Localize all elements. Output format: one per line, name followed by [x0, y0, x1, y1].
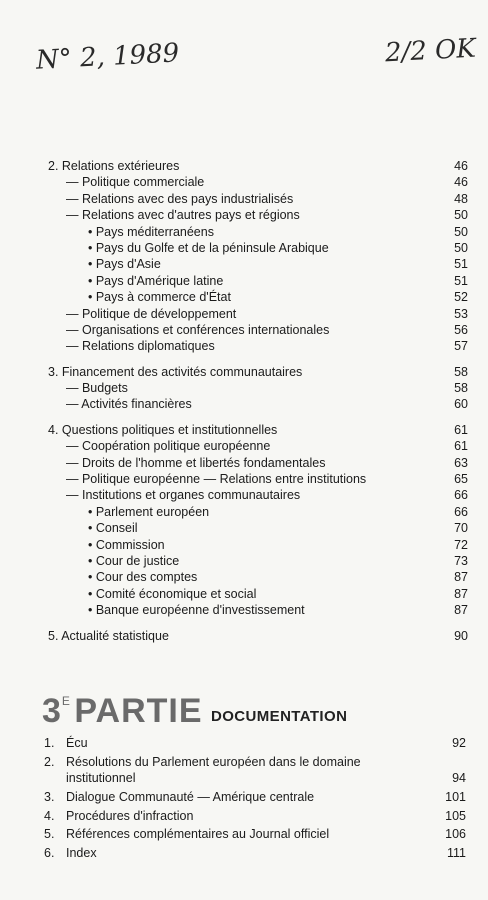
toc-entry-title: • Commission — [88, 537, 165, 552]
documentation-page-number: 111 — [446, 845, 466, 860]
toc-page-number: 61 — [454, 439, 468, 454]
handwritten-issue-note: N° 2, 1989 — [35, 38, 180, 76]
toc-entry-title: • Cour de justice — [88, 553, 180, 568]
toc-page-number: 63 — [454, 455, 468, 470]
toc-section-row — [48, 158, 468, 174]
toc-page-number: 51 — [454, 257, 468, 272]
table-of-contents — [48, 158, 468, 644]
toc-entry-title: 5. Actualité statistique — [48, 628, 169, 643]
toc-bullet-row — [48, 520, 468, 536]
documentation-row — [44, 789, 466, 805]
toc-subsection-row — [48, 438, 468, 454]
toc-bullet-row — [48, 240, 468, 256]
toc-subsection-row — [48, 380, 468, 396]
toc-bullet-row — [48, 586, 468, 602]
part-number-superscript: E — [61, 694, 70, 708]
toc-page-number: 52 — [454, 290, 468, 305]
toc-entry-title: 4. Questions politiques et institutionnelles — [48, 422, 278, 437]
documentation-number: 5. — [44, 827, 55, 842]
toc-section-row — [48, 422, 468, 438]
toc-page-number: 50 — [454, 208, 468, 223]
toc-entry-title: — Politique européenne — Relations entre institutions — [66, 472, 367, 487]
documentation-page-number: 101 — [445, 789, 466, 804]
documentation-row — [44, 808, 466, 824]
documentation-page-number: 92 — [452, 736, 466, 750]
toc-subsection-row — [48, 338, 468, 354]
toc-subsection-row — [48, 191, 468, 207]
part-word: PARTIE — [74, 692, 203, 730]
toc-bullet-row — [48, 537, 468, 553]
documentation-list — [44, 735, 466, 864]
toc-page-number: 48 — [454, 191, 468, 206]
toc-section-row — [48, 364, 468, 380]
documentation-row — [44, 826, 466, 842]
part-subtitle: DOCUMENTATION — [211, 708, 348, 725]
toc-subsection-row — [48, 207, 468, 223]
documentation-page-number: 94 — [452, 771, 466, 786]
toc-page-number: 66 — [454, 488, 468, 503]
toc-bullet-row — [48, 602, 468, 618]
toc-page-number: 53 — [454, 306, 468, 321]
documentation-title: Index — [66, 845, 97, 860]
toc-entry-title: — Budgets — [66, 381, 128, 396]
toc-bullet-row — [48, 569, 468, 585]
toc-page-number: 73 — [454, 553, 468, 568]
part-heading — [42, 692, 462, 728]
toc-entry-title: — Coopération politique européenne — [66, 439, 271, 454]
toc-subsection-row — [48, 174, 468, 190]
toc-page-number: 57 — [454, 339, 468, 354]
toc-entry-title: — Organisations et conférences internationales — [66, 322, 330, 337]
toc-entry-title: — Politique de développement — [66, 306, 237, 321]
documentation-title: Procédures d'infraction — [66, 808, 194, 823]
toc-page-number: 50 — [454, 224, 468, 239]
documentation-number: 6. — [44, 845, 55, 860]
toc-page-number: 87 — [454, 570, 468, 585]
documentation-row — [44, 735, 466, 751]
toc-page-number: 70 — [454, 521, 468, 536]
toc-entry-title: • Pays d'Asie — [88, 257, 161, 272]
toc-entry-title: • Pays à commerce d'État — [88, 290, 231, 305]
toc-page-number: 65 — [454, 472, 468, 487]
handwritten-check-note: 2/2 OK — [384, 33, 477, 69]
toc-page-number: 51 — [454, 273, 468, 288]
toc-subsection-row — [48, 471, 468, 487]
toc-bullet-row — [48, 553, 468, 569]
toc-section-row — [48, 628, 468, 644]
toc-subsection-row — [48, 396, 468, 412]
documentation-title: Dialogue Communauté — Amérique centrale — [66, 789, 315, 804]
toc-entry-title: — Activités financières — [66, 397, 192, 412]
toc-page-number: 87 — [454, 586, 468, 601]
section-gap — [48, 619, 468, 628]
toc-page-number: 72 — [454, 537, 468, 552]
documentation-row — [44, 754, 466, 787]
toc-page-number: 46 — [454, 175, 468, 190]
toc-entry-title: — Relations avec des pays industrialisés — [66, 191, 294, 206]
documentation-page-number: 106 — [445, 827, 466, 842]
toc-bullet-row — [48, 273, 468, 289]
toc-entry-title: • Pays du Golfe et de la péninsule Arabique — [88, 240, 329, 255]
toc-bullet-row — [48, 256, 468, 272]
toc-subsection-row — [48, 487, 468, 503]
toc-entry-title: — Relations avec d'autres pays et régions — [66, 208, 300, 223]
toc-page-number: 46 — [454, 159, 468, 173]
toc-entry-title: • Pays méditerranéens — [88, 224, 214, 239]
toc-page-number: 61 — [454, 422, 468, 437]
toc-page-number: 58 — [454, 364, 468, 379]
toc-entry-title: • Pays d'Amérique latine — [88, 273, 224, 288]
documentation-number: 3. — [44, 789, 55, 804]
toc-subsection-row — [48, 306, 468, 322]
toc-entry-title: • Conseil — [88, 521, 138, 536]
toc-entry-title: — Politique commerciale — [66, 175, 205, 190]
toc-entry-title: — Relations diplomatiques — [66, 339, 215, 354]
toc-page-number: 58 — [454, 381, 468, 396]
section-gap — [48, 355, 468, 364]
part-number: 3 — [42, 692, 62, 730]
toc-entry-title: • Banque européenne d'investissement — [88, 603, 305, 618]
toc-bullet-row — [48, 224, 468, 240]
section-gap — [48, 413, 468, 422]
documentation-title: Références complémentaires au Journal officiel — [66, 827, 330, 842]
documentation-row — [44, 845, 466, 861]
documentation-title: Écu — [66, 736, 88, 750]
documentation-number: 4. — [44, 808, 55, 823]
toc-bullet-row — [48, 504, 468, 520]
toc-page-number: 50 — [454, 240, 468, 255]
toc-page-number: 87 — [454, 603, 468, 618]
documentation-number: 2. — [44, 754, 55, 769]
documentation-page-number: 105 — [445, 808, 466, 823]
toc-bullet-row — [48, 289, 468, 305]
toc-entry-title: • Comité économique et social — [88, 586, 257, 601]
toc-subsection-row — [48, 322, 468, 338]
toc-entry-title: • Cour des comptes — [88, 570, 198, 585]
documentation-number: 1. — [44, 736, 55, 750]
toc-entry-title: 2. Relations extérieures — [48, 159, 180, 173]
documentation-title: Résolutions du Parlement européen dans le domaine institutionnel — [66, 754, 361, 786]
toc-page-number: 90 — [454, 628, 468, 643]
toc-entry-title: — Droits de l'homme et libertés fondamentales — [66, 455, 326, 470]
toc-entry-title: 3. Financement des activités communautaires — [48, 364, 303, 379]
toc-entry-title: — Institutions et organes communautaires — [66, 488, 301, 503]
toc-page-number: 56 — [454, 322, 468, 337]
toc-subsection-row — [48, 455, 468, 471]
toc-page-number: 66 — [454, 504, 468, 519]
toc-page-number: 60 — [454, 397, 468, 412]
toc-entry-title: • Parlement européen — [88, 504, 210, 519]
